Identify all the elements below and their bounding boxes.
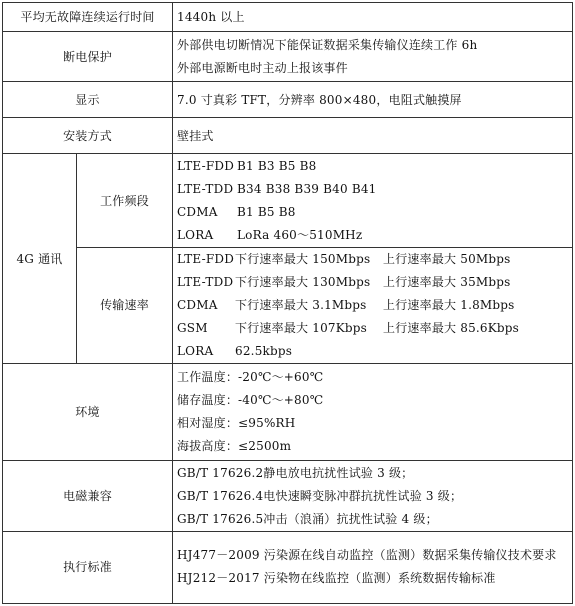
mtbf-value: 1440h 以上: [173, 3, 573, 32]
rate-item: LTE-TDD 下行速率最大 130Mbps 上行速率最大 35Mbps: [177, 274, 511, 289]
table-row-emc: [3, 461, 573, 531]
table-row-install: [3, 118, 573, 154]
env-line: 相对湿度：≤95%RH: [177, 416, 296, 431]
standards-value: [173, 531, 573, 603]
power-off-value: [173, 32, 573, 82]
install-value: 壁挂式: [173, 118, 573, 154]
spec-table: [2, 2, 573, 604]
power-off-line: 外部电源断电时主动上报该事件: [177, 60, 348, 75]
env-line: 海拔高度：≤2500m: [177, 439, 292, 454]
table-row-bands: [3, 154, 573, 247]
env-line: 储存温度：-40℃～+80℃: [177, 393, 324, 408]
rate-item: GSM 下行速率最大 107Kbps 上行速率最大 85.6Kbps: [177, 320, 520, 335]
table-row-env: [3, 364, 573, 461]
band-item: LTE-TDD B34 B38 B39 B40 B41: [177, 181, 377, 196]
table-row-power-off: [3, 32, 573, 82]
emc-label: 电磁兼容: [3, 461, 173, 531]
emc-line: GB/T 17626.5冲击（浪涌）抗扰性试验 4 级；: [177, 511, 438, 526]
bands-label: 工作频段: [77, 154, 173, 247]
band-item: LORA LoRa 460～510MHz: [177, 227, 363, 242]
table-row-display: [3, 82, 573, 118]
rate-item: LTE-FDD 下行速率最大 150Mbps 上行速率最大 50Mbps: [177, 251, 511, 266]
rates-label: 传输速率: [77, 247, 173, 363]
comm-label: 4G 通讯: [3, 154, 77, 364]
rates-value: [173, 247, 573, 363]
emc-line: GB/T 17626.4电快速瞬变脉冲群抗扰性试验 3 级；: [177, 488, 463, 503]
emc-line: GB/T 17626.2静电放电抗扰性试验 3 级；: [177, 465, 414, 480]
display-value: 7.0 寸真彩 TFT，分辨率 800×480，电阻式触摸屏: [173, 82, 573, 118]
display-label: 显示: [3, 82, 173, 118]
bands-value: [173, 154, 573, 247]
emc-value: [173, 461, 573, 531]
band-item: CDMA B1 B5 B8: [177, 204, 296, 219]
band-item: LTE-FDD B1 B3 B5 B8: [177, 158, 317, 173]
env-line: 工作温度：-20℃～+60℃: [177, 370, 324, 385]
standards-line: HJ477－2009 污染源在线自动监控（监测）数据采集传输仪技术要求: [177, 548, 557, 563]
env-value: [173, 364, 573, 461]
standards-line: HJ212－2017 污染物在线监控（监测）系统数据传输标准: [177, 571, 496, 586]
rate-item: CDMA 下行速率最大 3.1Mbps 上行速率最大 1.8Mbps: [177, 297, 515, 312]
table-row-mtbf: [3, 3, 573, 32]
mtbf-label: 平均无故障连续运行时间: [3, 3, 173, 32]
power-off-label: 断电保护: [3, 32, 173, 82]
rate-item: LORA 62.5kbps: [177, 343, 293, 358]
env-label: 环境: [3, 364, 173, 461]
table-row-standards: [3, 531, 573, 603]
table-row-rates: [3, 247, 573, 363]
standards-label: 执行标准: [3, 531, 173, 603]
power-off-line: 外部供电切断情况下能保证数据采集传输仪连续工作 6h: [177, 37, 478, 52]
install-label: 安装方式: [3, 118, 173, 154]
